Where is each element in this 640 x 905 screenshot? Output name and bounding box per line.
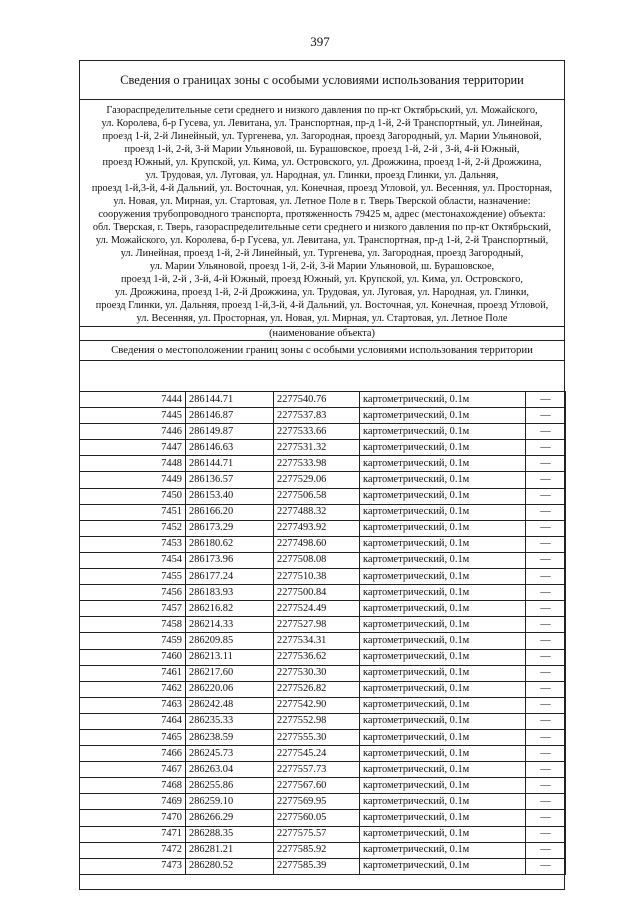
- method-cell: картометрический, 0.1м: [360, 665, 526, 681]
- method-cell: картометрический, 0.1м: [360, 520, 526, 536]
- note-cell: —: [526, 842, 566, 858]
- point-number-cell: 7469: [80, 794, 186, 810]
- y-coordinate-cell: 2277537.83: [274, 408, 360, 424]
- point-number-cell: 7467: [80, 762, 186, 778]
- table-row: [80, 633, 566, 649]
- object-description-line: ул. Можайского, ул. Королева, б-р Гусева, ул. Левитана, ул. Транспортная, пр-д 1-й, 2-й Транспортный,: [95, 235, 549, 246]
- y-coordinate-cell: 2277585.92: [274, 842, 360, 858]
- table-row: [80, 585, 566, 601]
- method-cell: картометрический, 0.1м: [360, 601, 526, 617]
- note-cell: —: [526, 585, 566, 601]
- table-row: [80, 408, 566, 424]
- page-number: 397: [310, 34, 330, 49]
- table-row: [80, 665, 566, 681]
- object-description-line: ул. Новая, ул. Мирная, ул. Стартовая, ул. Летное Поле в г. Тверь Тверской области, назначение:: [113, 196, 531, 207]
- table-row: [80, 552, 566, 568]
- object-description-line: Газораспределительные сети среднего и низкого давления по пр-кт Октябрьский, ул. Можайского,: [106, 105, 538, 116]
- table-row: [80, 472, 566, 488]
- x-coordinate-cell: 286213.11: [186, 649, 274, 665]
- note-cell: —: [526, 746, 566, 762]
- y-coordinate-cell: 2277508.08: [274, 552, 360, 568]
- table-row: [80, 858, 566, 874]
- x-coordinate-cell: 286146.87: [186, 408, 274, 424]
- y-coordinate-cell: 2277552.98: [274, 713, 360, 729]
- note-cell: —: [526, 392, 566, 408]
- table-row: [80, 488, 566, 504]
- table-row: [80, 729, 566, 745]
- y-coordinate-cell: 2277488.32: [274, 504, 360, 520]
- note-cell: —: [526, 649, 566, 665]
- note-cell: —: [526, 617, 566, 633]
- table-row: [80, 746, 566, 762]
- x-coordinate-cell: 286209.85: [186, 633, 274, 649]
- point-number-cell: 7470: [80, 810, 186, 826]
- method-cell: картометрический, 0.1м: [360, 585, 526, 601]
- method-cell: картометрический, 0.1м: [360, 472, 526, 488]
- point-number-cell: 7445: [80, 408, 186, 424]
- point-number-cell: 7447: [80, 440, 186, 456]
- point-number-cell: 7453: [80, 536, 186, 552]
- table-row: [80, 826, 566, 842]
- object-description-line: ул. Весенняя, ул. Просторная, ул. Новая, ул. Мирная, ул. Стартовая, ул. Летное Поле: [136, 313, 508, 324]
- x-coordinate-cell: 286144.71: [186, 392, 274, 408]
- table-tail: [80, 875, 564, 889]
- y-coordinate-cell: 2277585.39: [274, 858, 360, 874]
- y-coordinate-cell: 2277555.30: [274, 729, 360, 745]
- table-row: [80, 681, 566, 697]
- note-cell: —: [526, 858, 566, 874]
- object-description-line: ул. Королева, б-р Гусева, ул. Левитана, ул. Транспортная, пр-д 1-й, 2-й Транспортный, ул. Линейная,: [101, 118, 543, 129]
- document-frame: [79, 60, 565, 890]
- point-number-cell: 7468: [80, 778, 186, 794]
- y-coordinate-cell: 2277506.58: [274, 488, 360, 504]
- method-cell: картометрический, 0.1м: [360, 392, 526, 408]
- x-coordinate-cell: 286281.21: [186, 842, 274, 858]
- note-cell: —: [526, 520, 566, 536]
- y-coordinate-cell: 2277536.62: [274, 649, 360, 665]
- note-cell: —: [526, 729, 566, 745]
- point-number-cell: 7444: [80, 392, 186, 408]
- y-coordinate-cell: 2277531.32: [274, 440, 360, 456]
- x-coordinate-cell: 286217.60: [186, 665, 274, 681]
- object-description-line: ул. Марии Ульяновой, проезд 1-й, 2-й, 3-й Марии Ульяновой, ш. Бурашовское,: [149, 261, 495, 272]
- point-number-cell: 7460: [80, 649, 186, 665]
- point-number-cell: 7473: [80, 858, 186, 874]
- method-cell: картометрический, 0.1м: [360, 440, 526, 456]
- x-coordinate-cell: 286149.87: [186, 424, 274, 440]
- x-coordinate-cell: 286259.10: [186, 794, 274, 810]
- x-coordinate-cell: 286153.40: [186, 488, 274, 504]
- note-cell: —: [526, 488, 566, 504]
- table-row: [80, 569, 566, 585]
- point-number-cell: 7462: [80, 681, 186, 697]
- y-coordinate-cell: 2277567.60: [274, 778, 360, 794]
- x-coordinate-cell: 286235.33: [186, 713, 274, 729]
- table-row: [80, 794, 566, 810]
- y-coordinate-cell: 2277524.49: [274, 601, 360, 617]
- method-cell: картометрический, 0.1м: [360, 424, 526, 440]
- method-cell: картометрический, 0.1м: [360, 504, 526, 520]
- method-cell: картометрический, 0.1м: [360, 456, 526, 472]
- object-description-line: проезд Южный, ул. Крупской, ул. Кима, ул. Островского, ул. Дрожжина, проезд 1-й, 2-й Дрожжина,: [102, 157, 542, 168]
- y-coordinate-cell: 2277529.06: [274, 472, 360, 488]
- point-number-cell: 7458: [80, 617, 186, 633]
- method-cell: картометрический, 0.1м: [360, 408, 526, 424]
- point-number-cell: 7463: [80, 697, 186, 713]
- method-cell: картометрический, 0.1м: [360, 552, 526, 568]
- method-cell: картометрический, 0.1м: [360, 842, 526, 858]
- method-cell: картометрический, 0.1м: [360, 810, 526, 826]
- x-coordinate-cell: 286220.06: [186, 681, 274, 697]
- note-cell: —: [526, 810, 566, 826]
- note-cell: —: [526, 424, 566, 440]
- object-description-line: проезд 1-й,3-й, 4-й Дальний, ул. Восточная, ул. Конечная, проезд Угловой, ул. Весенняя, ул. Просторная,: [91, 183, 553, 194]
- y-coordinate-cell: 2277560.05: [274, 810, 360, 826]
- point-number-cell: 7461: [80, 665, 186, 681]
- point-number-cell: 7472: [80, 842, 186, 858]
- point-number-cell: 7451: [80, 504, 186, 520]
- point-number-cell: 7457: [80, 601, 186, 617]
- blank-spacer: [80, 361, 564, 391]
- table-row: [80, 762, 566, 778]
- x-coordinate-cell: 286216.82: [186, 601, 274, 617]
- y-coordinate-cell: 2277569.95: [274, 794, 360, 810]
- table-row: [80, 520, 566, 536]
- table-row: [80, 617, 566, 633]
- x-coordinate-cell: 286288.35: [186, 826, 274, 842]
- x-coordinate-cell: 286146.63: [186, 440, 274, 456]
- y-coordinate-cell: 2277498.60: [274, 536, 360, 552]
- table-row: [80, 697, 566, 713]
- point-number-cell: 7452: [80, 520, 186, 536]
- x-coordinate-cell: 286166.20: [186, 504, 274, 520]
- y-coordinate-cell: 2277533.66: [274, 424, 360, 440]
- method-cell: картометрический, 0.1м: [360, 858, 526, 874]
- table-row: [80, 392, 566, 408]
- note-cell: —: [526, 601, 566, 617]
- method-cell: картометрический, 0.1м: [360, 681, 526, 697]
- x-coordinate-cell: 286266.29: [186, 810, 274, 826]
- coordinates-table: [79, 391, 566, 875]
- method-cell: картометрический, 0.1м: [360, 713, 526, 729]
- table-row: [80, 842, 566, 858]
- method-cell: картометрический, 0.1м: [360, 794, 526, 810]
- method-cell: картометрический, 0.1м: [360, 633, 526, 649]
- table-row: [80, 504, 566, 520]
- table-row: [80, 778, 566, 794]
- object-description-line: проезд 1-й, 2-й, 3-й Марии Ульяновой, ш. Бурашовское, проезд 1-й, 2-й , 3-й, 4-й Южный,: [124, 144, 520, 155]
- object-description-line: проезд Глинки, ул. Дальняя, проезд 1-й,3-й, 4-й Дальний, ул. Восточная, ул. Конечная, проезд Угловой,: [95, 300, 549, 311]
- point-number-cell: 7464: [80, 713, 186, 729]
- object-description-line: проезд 1-й, 2-й , 3-й, 4-й Южный, проезд Южный, ул. Крупской, ул. Кима, ул. Островского,: [121, 274, 523, 285]
- note-cell: —: [526, 569, 566, 585]
- x-coordinate-cell: 286136.57: [186, 472, 274, 488]
- table-row: [80, 440, 566, 456]
- point-number-cell: 7455: [80, 569, 186, 585]
- object-caption: (наименование объекта): [80, 327, 564, 341]
- note-cell: —: [526, 778, 566, 794]
- x-coordinate-cell: 286280.52: [186, 858, 274, 874]
- point-number-cell: 7449: [80, 472, 186, 488]
- table-row: [80, 810, 566, 826]
- note-cell: —: [526, 504, 566, 520]
- document-title: Сведения о границах зоны с особыми условиями использования территории: [80, 61, 564, 100]
- y-coordinate-cell: 2277527.98: [274, 617, 360, 633]
- method-cell: картометрический, 0.1м: [360, 826, 526, 842]
- object-description-line: ул. Трудовая, ул. Луговая, ул. Народная, ул. Глинки, проезд Глинки, ул. Дальняя,: [145, 170, 499, 181]
- y-coordinate-cell: 2277575.57: [274, 826, 360, 842]
- object-description-line: ул. Дрожжина, проезд 1-й, 2-й Дрожжина, ул. Трудовая, ул. Луговая, ул. Народная, ул. Глинки,: [115, 287, 529, 298]
- object-description-line: обл. Тверская, г. Тверь, газораспределительные сети среднего и низкого давления по пр-кт Октябрьский,: [92, 222, 552, 233]
- note-cell: —: [526, 472, 566, 488]
- x-coordinate-cell: 286173.29: [186, 520, 274, 536]
- method-cell: картометрический, 0.1м: [360, 778, 526, 794]
- y-coordinate-cell: 2277493.92: [274, 520, 360, 536]
- method-cell: картометрический, 0.1м: [360, 617, 526, 633]
- object-description-line: ул. Линейная, проезд 1-й, 2-й Линейный, ул. Тургенева, ул. Загородная, проезд Загородный,: [120, 248, 524, 259]
- y-coordinate-cell: 2277526.82: [274, 681, 360, 697]
- y-coordinate-cell: 2277500.84: [274, 585, 360, 601]
- x-coordinate-cell: 286242.48: [186, 697, 274, 713]
- y-coordinate-cell: 2277542.90: [274, 697, 360, 713]
- x-coordinate-cell: 286183.93: [186, 585, 274, 601]
- point-number-cell: 7466: [80, 746, 186, 762]
- location-header: Сведения о местоположении границ зоны с особыми условиями использования территории: [80, 341, 564, 361]
- note-cell: —: [526, 794, 566, 810]
- note-cell: —: [526, 826, 566, 842]
- method-cell: картометрический, 0.1м: [360, 729, 526, 745]
- method-cell: картометрический, 0.1м: [360, 697, 526, 713]
- x-coordinate-cell: 286214.33: [186, 617, 274, 633]
- point-number-cell: 7456: [80, 585, 186, 601]
- y-coordinate-cell: 2277534.31: [274, 633, 360, 649]
- x-coordinate-cell: 286238.59: [186, 729, 274, 745]
- note-cell: —: [526, 633, 566, 649]
- table-row: [80, 456, 566, 472]
- method-cell: картометрический, 0.1м: [360, 649, 526, 665]
- note-cell: —: [526, 665, 566, 681]
- point-number-cell: 7471: [80, 826, 186, 842]
- x-coordinate-cell: 286144.71: [186, 456, 274, 472]
- object-description-line: сооружения трубопроводного транспорта, протяженность 79425 м, адрес (местонахождение) объекта:: [98, 209, 546, 220]
- note-cell: —: [526, 408, 566, 424]
- point-number-cell: 7454: [80, 552, 186, 568]
- y-coordinate-cell: 2277540.76: [274, 392, 360, 408]
- table-row: [80, 713, 566, 729]
- method-cell: картометрический, 0.1м: [360, 488, 526, 504]
- note-cell: —: [526, 456, 566, 472]
- y-coordinate-cell: 2277530.30: [274, 665, 360, 681]
- y-coordinate-cell: 2277557.73: [274, 762, 360, 778]
- method-cell: картометрический, 0.1м: [360, 762, 526, 778]
- note-cell: —: [526, 697, 566, 713]
- point-number-cell: 7459: [80, 633, 186, 649]
- x-coordinate-cell: 286263.04: [186, 762, 274, 778]
- x-coordinate-cell: 286180.62: [186, 536, 274, 552]
- y-coordinate-cell: 2277545.24: [274, 746, 360, 762]
- method-cell: картометрический, 0.1м: [360, 746, 526, 762]
- table-row: [80, 649, 566, 665]
- table-row: [80, 536, 566, 552]
- note-cell: —: [526, 713, 566, 729]
- table-row: [80, 601, 566, 617]
- x-coordinate-cell: 286255.86: [186, 778, 274, 794]
- y-coordinate-cell: 2277510.38: [274, 569, 360, 585]
- x-coordinate-cell: 286177.24: [186, 569, 274, 585]
- note-cell: —: [526, 762, 566, 778]
- x-coordinate-cell: 286173.96: [186, 552, 274, 568]
- note-cell: —: [526, 536, 566, 552]
- y-coordinate-cell: 2277533.98: [274, 456, 360, 472]
- note-cell: —: [526, 681, 566, 697]
- method-cell: картометрический, 0.1м: [360, 536, 526, 552]
- point-number-cell: 7465: [80, 729, 186, 745]
- method-cell: картометрический, 0.1м: [360, 569, 526, 585]
- point-number-cell: 7446: [80, 424, 186, 440]
- x-coordinate-cell: 286245.73: [186, 746, 274, 762]
- note-cell: —: [526, 552, 566, 568]
- table-row: [80, 424, 566, 440]
- object-description-line: проезд 1-й, 2-й Линейный, ул. Тургенева, ул. Загородная, проезд Загородный, ул. Марии Ульяновой,: [102, 131, 542, 142]
- point-number-cell: 7450: [80, 488, 186, 504]
- note-cell: —: [526, 440, 566, 456]
- point-number-cell: 7448: [80, 456, 186, 472]
- object-description: [80, 100, 564, 327]
